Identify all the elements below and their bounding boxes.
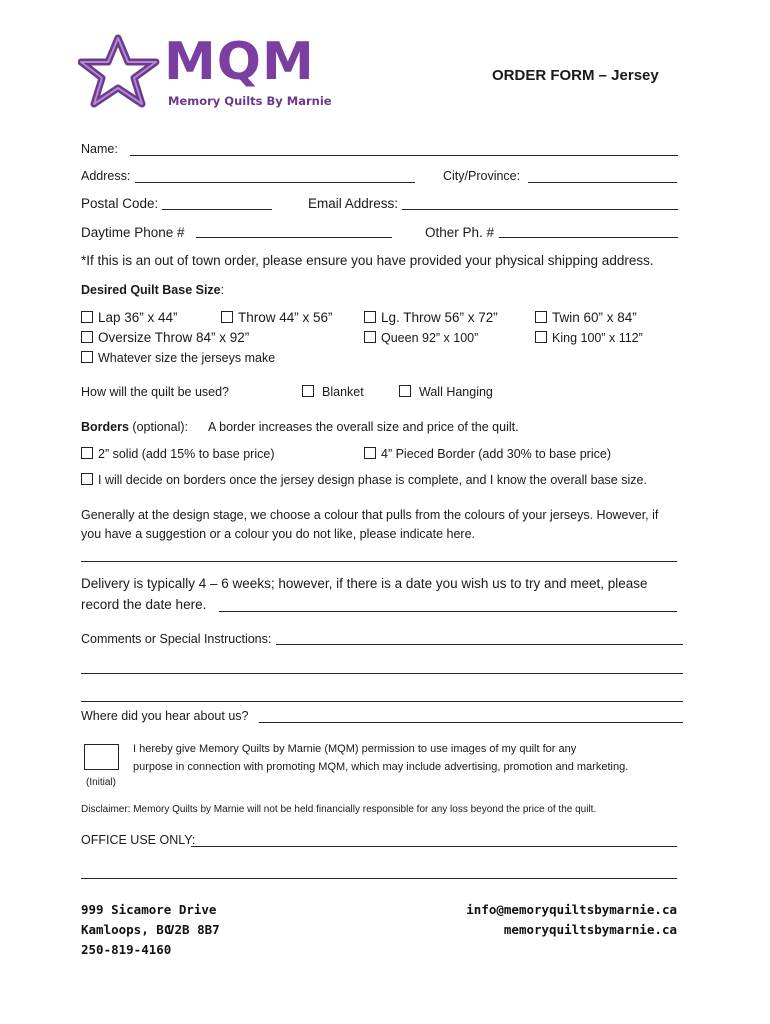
daytime-phone-field[interactable] bbox=[196, 237, 392, 238]
option-label: I will decide on borders once the jersey design phase is complete, and I know the overall base size. bbox=[98, 473, 647, 487]
footer-street: 999 Sicamore Drive bbox=[81, 902, 217, 917]
initial-box[interactable] bbox=[84, 744, 119, 770]
checkbox[interactable] bbox=[399, 385, 411, 397]
checkbox[interactable] bbox=[302, 385, 314, 397]
option-label: Lap 36” x 44” bbox=[98, 310, 178, 325]
office-use-field-line[interactable] bbox=[81, 878, 677, 879]
option-label: Queen 92” x 100” bbox=[381, 331, 479, 345]
checkbox[interactable] bbox=[364, 447, 376, 459]
option-label: Throw 44” x 56” bbox=[238, 310, 333, 325]
checkbox[interactable] bbox=[535, 311, 547, 323]
option-label: Blanket bbox=[322, 385, 364, 399]
option-king[interactable] bbox=[535, 331, 643, 345]
office-use-label: OFFICE USE ONLY: bbox=[81, 833, 196, 847]
hear-about-field[interactable] bbox=[259, 722, 683, 723]
footer-city: Kamloops, BC bbox=[81, 922, 172, 937]
base-size-heading bbox=[81, 283, 224, 297]
design-text-1: Generally at the design stage, we choose a colour that pulls from the colours of your jerseys. However, if bbox=[81, 508, 659, 522]
checkbox[interactable] bbox=[81, 311, 93, 323]
page-title: ORDER FORM – Jersey bbox=[492, 67, 659, 84]
option-label: King 100” x 112” bbox=[552, 331, 643, 345]
option-lap[interactable] bbox=[81, 310, 178, 325]
option-queen[interactable] bbox=[364, 331, 478, 345]
permission-text-2: purpose in connection with promoting MQM, which may include advertising, promotion and marketing. bbox=[133, 761, 629, 773]
checkbox[interactable] bbox=[81, 447, 93, 459]
option-lg-throw[interactable] bbox=[364, 310, 498, 325]
name-label: Name: bbox=[81, 142, 118, 156]
postal-field[interactable] bbox=[162, 209, 272, 210]
option-label: Whatever size the jerseys make bbox=[98, 351, 276, 365]
checkbox[interactable] bbox=[81, 473, 93, 485]
option-label: Wall Hanging bbox=[419, 385, 493, 399]
borders-optional: (optional): bbox=[128, 420, 188, 434]
option-label: 4” Pieced Border (add 30% to base price) bbox=[381, 447, 611, 461]
checkbox[interactable] bbox=[81, 331, 93, 343]
base-size-heading-text: Desired Quilt Base Size bbox=[81, 283, 221, 297]
address-label: Address: bbox=[81, 169, 131, 183]
permission-text-1: I hereby give Memory Quilts by Marnie (MQM) permission to use images of my quilt for any bbox=[133, 743, 577, 755]
checkbox[interactable] bbox=[364, 311, 376, 323]
name-field[interactable] bbox=[130, 155, 678, 156]
borders-heading-text: Borders bbox=[81, 420, 129, 434]
city-field[interactable] bbox=[528, 182, 677, 183]
footer-website[interactable]: memoryquiltsbymarnie.ca bbox=[503, 922, 677, 937]
border-solid[interactable] bbox=[81, 447, 274, 461]
usage-question: How will the quilt be used? bbox=[81, 385, 229, 399]
option-label: Lg. Throw 56” x 72” bbox=[381, 310, 498, 325]
daytime-phone-label: Daytime Phone # bbox=[81, 225, 185, 240]
option-twin[interactable] bbox=[535, 310, 637, 325]
comments-field[interactable] bbox=[276, 644, 683, 645]
other-phone-field[interactable] bbox=[499, 237, 678, 238]
delivery-text-1: Delivery is typically 4 – 6 weeks; however, if there is a date you wish us to try and meet, please bbox=[81, 576, 648, 591]
office-use-field[interactable] bbox=[191, 846, 677, 847]
comments-label: Comments or Special Instructions: bbox=[81, 632, 272, 646]
option-label: 2” solid (add 15% to base price) bbox=[98, 447, 275, 461]
option-label: Oversize Throw 84” x 92” bbox=[98, 330, 250, 345]
initial-label: (Initial) bbox=[86, 777, 117, 788]
borders-note: A border increases the overall size and price of the quilt. bbox=[208, 420, 519, 434]
comments-field-line[interactable] bbox=[81, 673, 683, 674]
option-whatever[interactable] bbox=[81, 351, 275, 365]
shipping-notice: *If this is an out of town order, please ensure you have provided your physical shipping address. bbox=[81, 253, 654, 268]
email-label: Email Address: bbox=[308, 196, 399, 211]
logo bbox=[78, 32, 332, 114]
usage-blanket[interactable] bbox=[302, 385, 364, 399]
address-field[interactable] bbox=[135, 182, 415, 183]
city-label: City/Province: bbox=[443, 169, 521, 183]
disclaimer: Disclaimer: Memory Quilts by Marnie will not be held financially responsible for any loss beyond the price of the quilt. bbox=[81, 804, 597, 815]
checkbox[interactable] bbox=[535, 331, 547, 343]
logo-letters: MQM bbox=[164, 32, 315, 92]
checkbox[interactable] bbox=[364, 331, 376, 343]
design-colour-field[interactable] bbox=[81, 561, 677, 562]
delivery-date-field[interactable] bbox=[219, 611, 677, 612]
comments-field-line[interactable] bbox=[81, 701, 683, 702]
base-size-heading-colon: : bbox=[220, 283, 225, 297]
checkbox[interactable] bbox=[221, 311, 233, 323]
star-icon bbox=[78, 34, 160, 108]
checkbox[interactable] bbox=[81, 351, 93, 363]
option-oversize-throw[interactable] bbox=[81, 330, 249, 345]
borders-heading bbox=[81, 420, 188, 434]
footer-email[interactable]: info@memoryquiltsbymarnie.ca bbox=[466, 902, 677, 917]
usage-wall-hanging[interactable] bbox=[399, 385, 493, 399]
option-label: Twin 60” x 84” bbox=[552, 310, 637, 325]
other-phone-label: Other Ph. # bbox=[425, 225, 495, 240]
option-throw[interactable] bbox=[221, 310, 333, 325]
hear-about-label: Where did you hear about us? bbox=[81, 709, 249, 723]
design-text-2: you have a suggestion or a colour you do not like, please indicate here. bbox=[81, 527, 476, 541]
footer-postal: V2B 8B7 bbox=[167, 922, 220, 937]
postal-label: Postal Code: bbox=[81, 196, 159, 211]
border-pieced[interactable] bbox=[364, 447, 611, 461]
delivery-text-2: record the date here. bbox=[81, 597, 207, 612]
email-field[interactable] bbox=[402, 209, 678, 210]
logo-tagline: Memory Quilts By Marnie bbox=[168, 94, 332, 108]
border-decide-later[interactable] bbox=[81, 473, 647, 487]
footer-phone: 250-819-4160 bbox=[81, 942, 172, 957]
